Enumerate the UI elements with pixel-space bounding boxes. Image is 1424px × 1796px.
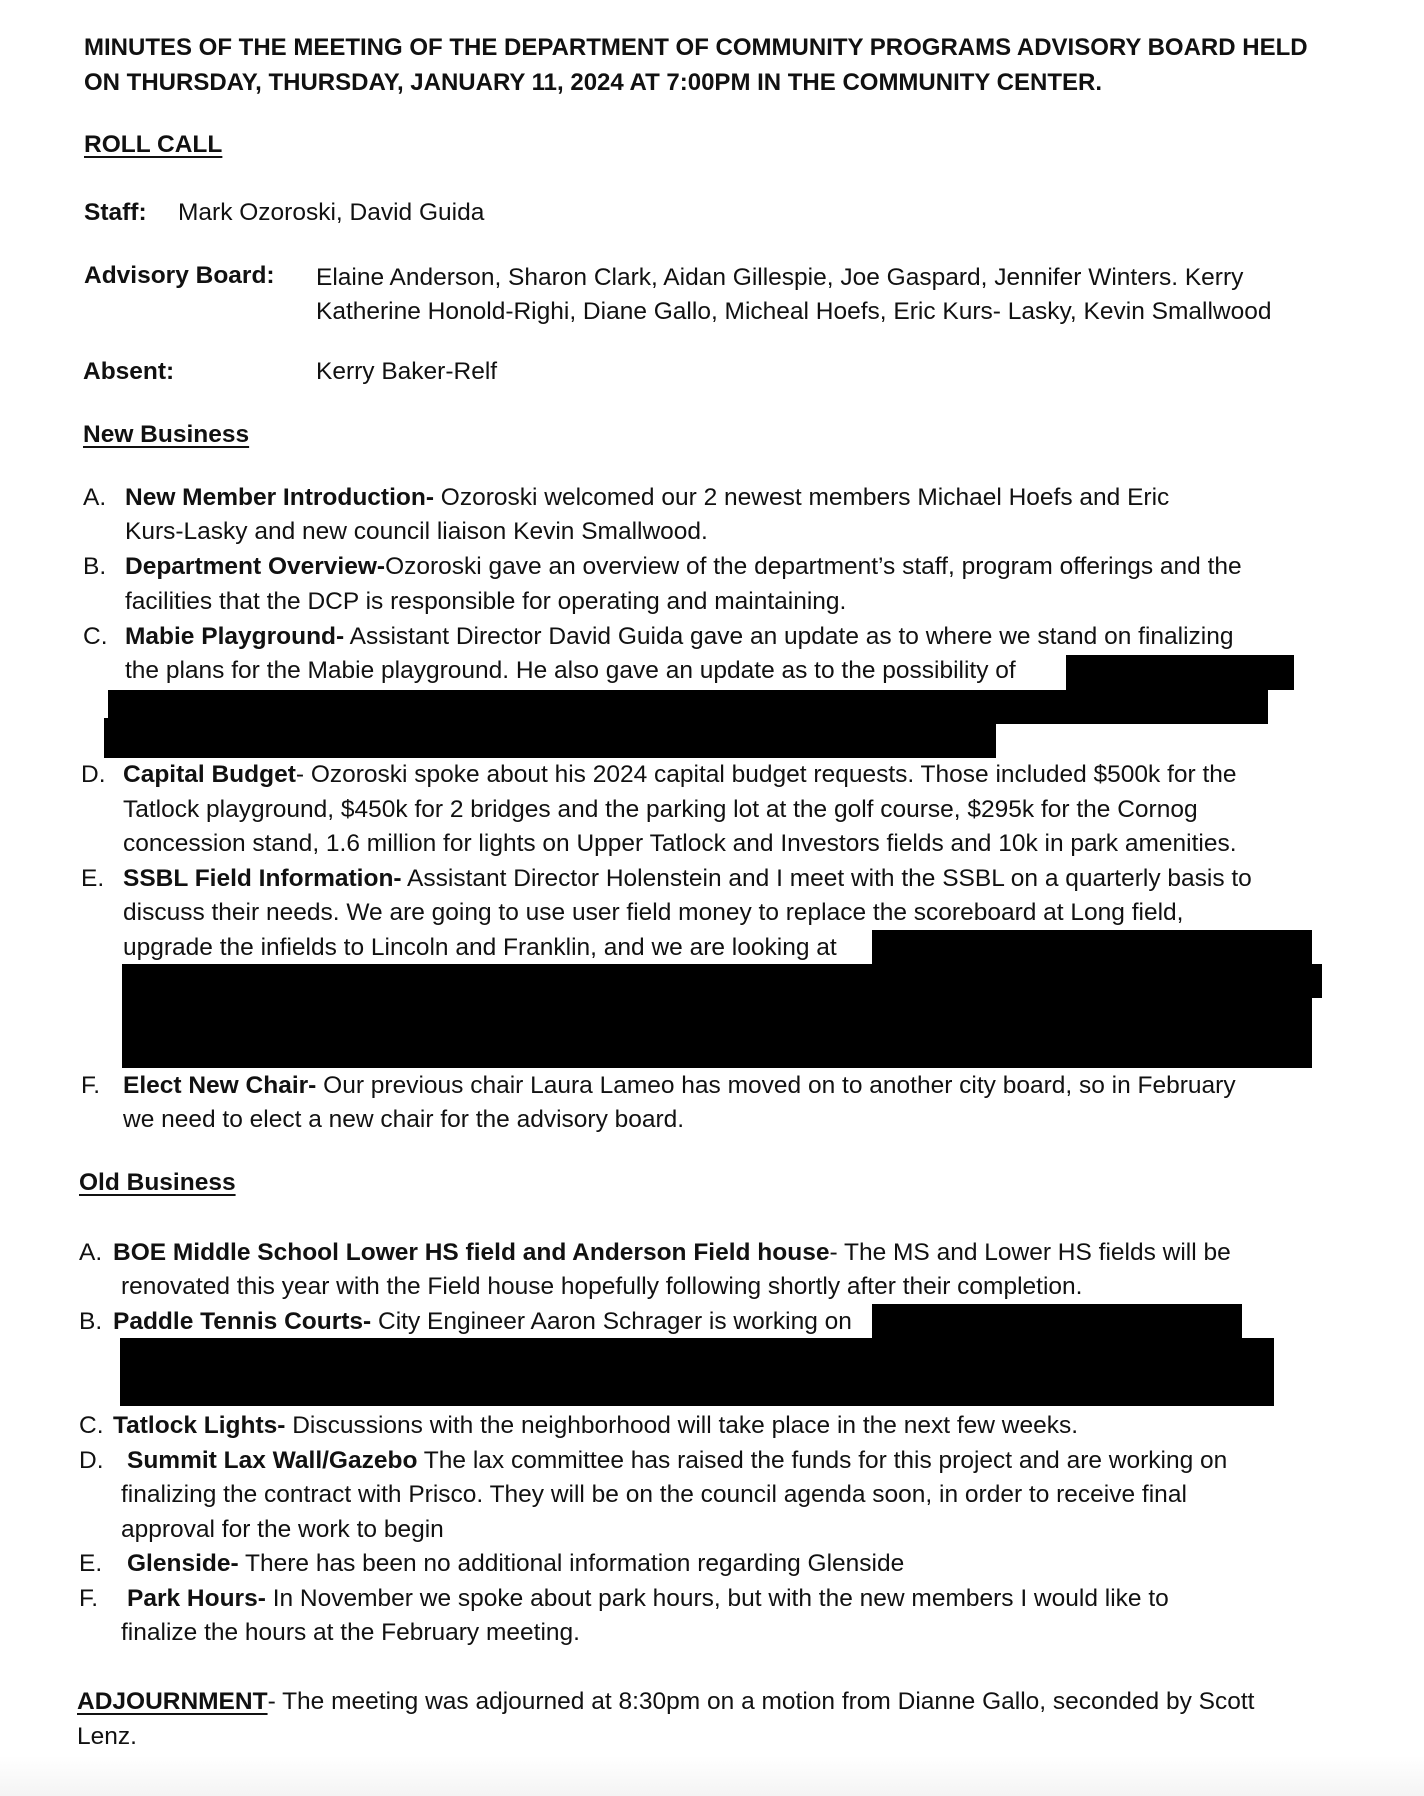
item-text-continued: facilities that the DCP is responsible for operating and maintaining. <box>125 588 847 615</box>
new-business-item-e <box>81 862 1252 896</box>
item-marker: D. <box>79 1447 104 1474</box>
redaction-bar <box>1066 655 1294 690</box>
item-text-continued: upgrade the infields to Lincoln and Franklin, and we are looking at <box>123 934 837 961</box>
item-text: The lax committee has raised the funds for this project and are working on <box>417 1447 1228 1474</box>
item-title: BOE Middle School Lower HS field and Anderson Field house <box>113 1239 830 1266</box>
item-text-continued: Tatlock playground, $450k for 2 bridges and the parking lot at the golf course, $295k for the Cornog <box>123 796 1198 823</box>
redaction-bar <box>122 964 1322 998</box>
item-title: Department Overview- <box>125 553 386 580</box>
new-business-item-d <box>81 758 1237 792</box>
item-marker: F. <box>79 1585 99 1612</box>
item-text: Assistant Director David Guida gave an update as to where we stand on finalizing <box>344 623 1234 650</box>
item-text-continued: finalize the hours at the February meeting. <box>121 1619 580 1646</box>
item-text: - Ozoroski spoke about his 2024 capital budget requests. Those included $500k for the <box>295 761 1237 788</box>
old-business-heading: Old Business <box>79 1169 236 1196</box>
old-business-item-e <box>79 1547 904 1581</box>
redaction-bar <box>104 718 996 758</box>
new-business-item-a <box>83 481 1169 515</box>
redaction-bar <box>122 996 1312 1068</box>
new-business-item-b <box>83 550 1242 584</box>
item-marker: A. <box>79 1239 103 1266</box>
staff-label: Staff: <box>84 199 147 226</box>
item-text-continued: the plans for the Mabie playground. He also gave an update as to the possibility of <box>125 657 1016 684</box>
item-marker: B. <box>83 553 107 580</box>
item-title: New Member Introduction- <box>125 484 434 511</box>
old-business-item-b <box>79 1305 852 1339</box>
item-title: Glenside- <box>127 1550 239 1577</box>
absent-label: Absent: <box>83 358 175 385</box>
staff-value: Mark Ozoroski, David Guida <box>178 199 485 226</box>
new-business-item-c <box>83 620 1233 654</box>
advisory-board-members-line-2: Katherine Honold-Righi, Diane Gallo, Micheal Hoefs, Eric Kurs- Lasky, Kevin Smallwood <box>316 298 1272 325</box>
item-title: SSBL Field Information- <box>123 865 402 892</box>
item-text-continued: approval for the work to begin <box>121 1516 444 1543</box>
item-text-continued: we need to elect a new chair for the advisory board. <box>123 1106 685 1133</box>
adjournment-paragraph <box>77 1685 1254 1719</box>
absent-value: Kerry Baker-Relf <box>316 358 498 385</box>
item-text-continued: Kurs-Lasky and new council liaison Kevin Smallwood. <box>125 518 708 545</box>
roll-call-heading: ROLL CALL <box>84 131 223 158</box>
new-business-item-f <box>81 1069 1236 1103</box>
item-text: Discussions with the neighborhood will take place in the next few weeks. <box>285 1412 1079 1439</box>
item-marker: B. <box>79 1308 103 1335</box>
item-text-continued: finalizing the contract with Prisco. They will be on the council agenda soon, in order to receive final <box>121 1481 1187 1508</box>
item-title: Paddle Tennis Courts- <box>113 1308 372 1335</box>
item-marker: C. <box>79 1412 104 1439</box>
document-title-line-1: MINUTES OF THE MEETING OF THE DEPARTMENT OF COMMUNITY PROGRAMS ADVISORY BOARD HELD <box>84 34 1308 61</box>
item-text: Assistant Director Holenstein and I meet with the SSBL on a quarterly basis to <box>401 865 1252 892</box>
item-marker: E. <box>81 865 105 892</box>
item-marker: C. <box>83 623 108 650</box>
item-text-continued: renovated this year with the Field house hopefully following shortly after their completion. <box>121 1273 1083 1300</box>
item-marker: E. <box>79 1550 103 1577</box>
item-title: Capital Budget <box>123 761 296 788</box>
adjournment-heading: ADJOURNMENT <box>77 1688 268 1715</box>
item-text: - The MS and Lower HS fields will be <box>829 1239 1231 1266</box>
advisory-board-members-line-1: Elaine Anderson, Sharon Clark, Aidan Gillespie, Joe Gaspard, Jennifer Winters. Kerry <box>316 264 1244 291</box>
adjournment-text-continued: Lenz. <box>77 1723 137 1750</box>
item-text-continued: discuss their needs. We are going to use user field money to replace the scoreboard at Long field, <box>123 899 1184 926</box>
old-business-item-c <box>79 1409 1078 1443</box>
item-title: Tatlock Lights- <box>113 1412 286 1439</box>
item-title: Summit Lax Wall/Gazebo <box>127 1447 418 1474</box>
item-title: Elect New Chair- <box>123 1072 317 1099</box>
item-text: There has been no additional information regarding Glenside <box>238 1550 905 1577</box>
old-business-item-a <box>79 1236 1231 1270</box>
redaction-bar <box>872 1304 1242 1340</box>
item-text: Ozoroski gave an overview of the department’s staff, program offerings and the <box>385 553 1242 580</box>
old-business-item-d <box>79 1444 1227 1478</box>
item-marker: F. <box>81 1072 101 1099</box>
item-text: City Engineer Aaron Schrager is working on <box>371 1308 852 1335</box>
item-text: Ozoroski welcomed our 2 newest members Michael Hoefs and Eric <box>433 484 1170 511</box>
item-title: Mabie Playground- <box>125 623 345 650</box>
item-marker: A. <box>83 484 107 511</box>
new-business-heading: New Business <box>83 421 250 448</box>
advisory-board-label: Advisory Board: <box>84 262 275 289</box>
document-title-line-2: ON THURSDAY, THURSDAY, JANUARY 11, 2024 AT 7:00PM IN THE COMMUNITY CENTER. <box>84 69 1102 96</box>
redaction-bar <box>120 1338 1274 1406</box>
page-bottom-edge <box>0 1756 1424 1796</box>
item-title: Park Hours- <box>127 1585 266 1612</box>
item-text: Our previous chair Laura Lameo has moved on to another city board, so in February <box>316 1072 1236 1099</box>
old-business-item-f <box>79 1582 1169 1616</box>
adjournment-text: - The meeting was adjourned at 8:30pm on a motion from Dianne Gallo, seconded by Scott <box>267 1688 1255 1715</box>
item-marker: D. <box>81 761 106 788</box>
item-text: In November we spoke about park hours, but with the new members I would like to <box>265 1585 1169 1612</box>
redaction-bar <box>872 930 1312 966</box>
item-text-continued: concession stand, 1.6 million for lights on Upper Tatlock and Investors fields and 10k in park amenities. <box>123 830 1237 857</box>
